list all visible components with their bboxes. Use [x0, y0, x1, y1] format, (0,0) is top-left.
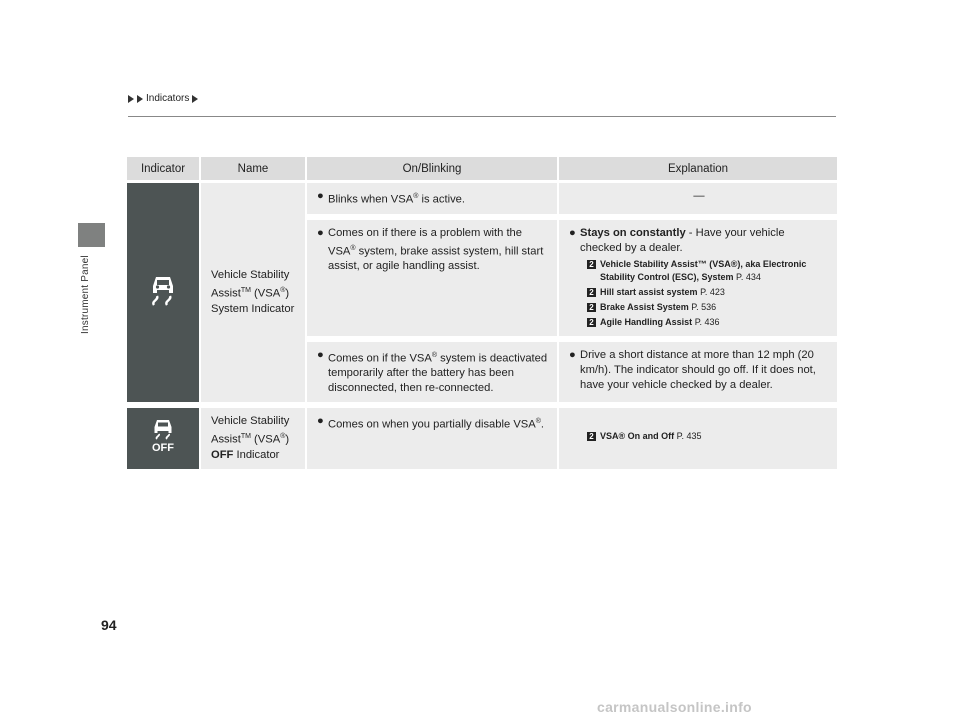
on-text: Blinks when VSA — [328, 193, 414, 206]
vsa-car-skid-icon — [148, 273, 178, 307]
header-divider — [128, 116, 836, 117]
ref-page: P. 436 — [694, 316, 720, 327]
name-line: Assist — [211, 434, 241, 447]
trademark-sup: TM — [240, 287, 251, 295]
on-text: Comes on when you partially disable VSA — [328, 419, 536, 432]
cross-reference-link[interactable] — [587, 316, 829, 329]
breadcrumb-arrow-icon — [128, 95, 134, 103]
off-label: OFF — [152, 442, 174, 455]
name-line: Vehicle Stability — [211, 269, 290, 282]
explanation-cell: ● Stays on constantly - Have your vehicle checked by a dealer. 2 Vehicle Stability Assist™ (VSA®), aka Electronic Stability Control (ESC), System P. 434 2 Hill start assist system P. 423 2 Brake Assist System P. 536 2 Agile Handling Assist P. 436 — [559, 217, 837, 339]
registered-sup: ® — [350, 244, 356, 252]
registered-sup: ® — [431, 351, 438, 359]
name-bold: OFF — [211, 449, 234, 462]
vsa-indicator-cell — [127, 180, 201, 405]
explanation-cell: — — [559, 180, 837, 217]
header-on-blinking: On/Blinking — [307, 157, 559, 180]
name-line: ) — [285, 434, 290, 447]
ref-title: Agile Handling Assist — [600, 316, 693, 327]
ref-page: P. 423 — [700, 286, 725, 297]
cross-reference-link[interactable] — [587, 430, 829, 443]
on-text: system, brake assist system, hill start assist, or agile handling assist. — [328, 245, 544, 273]
name-line: Assist — [211, 288, 241, 301]
breadcrumb-arrow-icon — [192, 95, 198, 103]
ref-page: P. 435 — [676, 431, 702, 442]
page-number: 94 — [101, 617, 117, 633]
breadcrumb-arrow-icon — [137, 95, 143, 103]
name-line: Indicator — [233, 449, 280, 462]
on-text: Comes on if the VSA — [328, 352, 432, 365]
trademark-sup: TM — [240, 433, 251, 441]
vsa-off-indicator-cell — [127, 405, 201, 472]
watermark: carmanualsonline.info — [597, 699, 752, 715]
vsa-off-icon — [148, 418, 178, 454]
name-line: ) — [285, 288, 290, 301]
header-indicator: Indicator — [127, 157, 201, 180]
section-tab — [78, 223, 105, 247]
table-row — [127, 180, 837, 217]
on-text: . — [540, 419, 544, 432]
explanation-text: - Have your vehicle checked by a dealer. — [580, 226, 785, 254]
on-blinking-cell: ● Comes on when you partially disable VSA®. — [307, 405, 559, 472]
name-line: System Indicator — [211, 303, 295, 316]
cross-reference-link[interactable] — [587, 286, 829, 299]
header-name: Name — [201, 157, 307, 180]
ref-title: VSA® On and Off — [600, 431, 675, 442]
on-text: Comes on if there is a problem with the VSA — [328, 226, 523, 258]
table-row — [127, 405, 837, 472]
on-text: is active. — [418, 193, 466, 206]
ref-title: Hill start assist system — [600, 286, 698, 297]
registered-sup: ® — [413, 193, 419, 200]
cross-reference-link[interactable] — [587, 258, 829, 284]
ref-page: P. 434 — [736, 271, 761, 282]
registered-sup: ® — [535, 418, 541, 426]
on-blinking-cell: ● Comes on if the VSA® system is deactivated temporarily after the battery has been disconnected, then re-connected. — [307, 339, 559, 406]
on-blinking-cell: ● Comes on if there is a problem with the VSA® system, brake assist system, hill start assist, or agile handling assist. — [307, 217, 559, 339]
reference-arrow-icon: 2 — [587, 288, 596, 297]
on-blinking-cell: ● Blinks when VSA® is active. — [307, 180, 559, 217]
section-side-label: Instrument Panel — [80, 255, 91, 334]
name-line: (VSA — [250, 288, 281, 301]
registered-sup: ® — [280, 433, 286, 441]
explanation-cell — [559, 405, 837, 472]
reference-arrow-icon: 2 — [587, 303, 596, 312]
reference-arrow-icon: 2 — [587, 432, 596, 441]
explanation-bold: Stays on constantly — [580, 226, 686, 239]
vsa-system-indicator-name — [201, 180, 307, 405]
breadcrumb — [128, 93, 198, 104]
breadcrumb-section: Indicators — [146, 93, 190, 104]
reference-arrow-icon: 2 — [587, 260, 596, 269]
explanation-cell: ● Drive a short distance at more than 12 mph (20 km/h). The indicator should go off. If it does not, have your vehicle checked by a dealer. — [559, 339, 837, 406]
registered-sup: ® — [280, 287, 286, 295]
on-text: system is deactivated temporarily after the battery has been disconnected, then re-connected. — [328, 352, 548, 395]
explanation-text: Drive a short distance at more than 12 mph (20 km/h). The indicator should go off. If it does not, have your vehicle checked by a dealer. — [580, 348, 816, 391]
cross-reference-link[interactable] — [587, 301, 829, 314]
ref-title: Vehicle Stability Assist™ (VSA®), aka Electronic Stability Control (ESC), System — [600, 258, 807, 282]
table-header-row — [127, 157, 837, 180]
header-explanation: Explanation — [559, 157, 837, 180]
name-line: (VSA — [250, 434, 281, 447]
ref-page: P. 536 — [691, 301, 717, 312]
reference-arrow-icon: 2 — [587, 318, 596, 327]
indicator-table — [127, 157, 837, 472]
ref-title: Brake Assist System — [600, 301, 689, 312]
name-line: Vehicle Stability — [211, 415, 290, 428]
vsa-off-indicator-name — [201, 405, 307, 472]
